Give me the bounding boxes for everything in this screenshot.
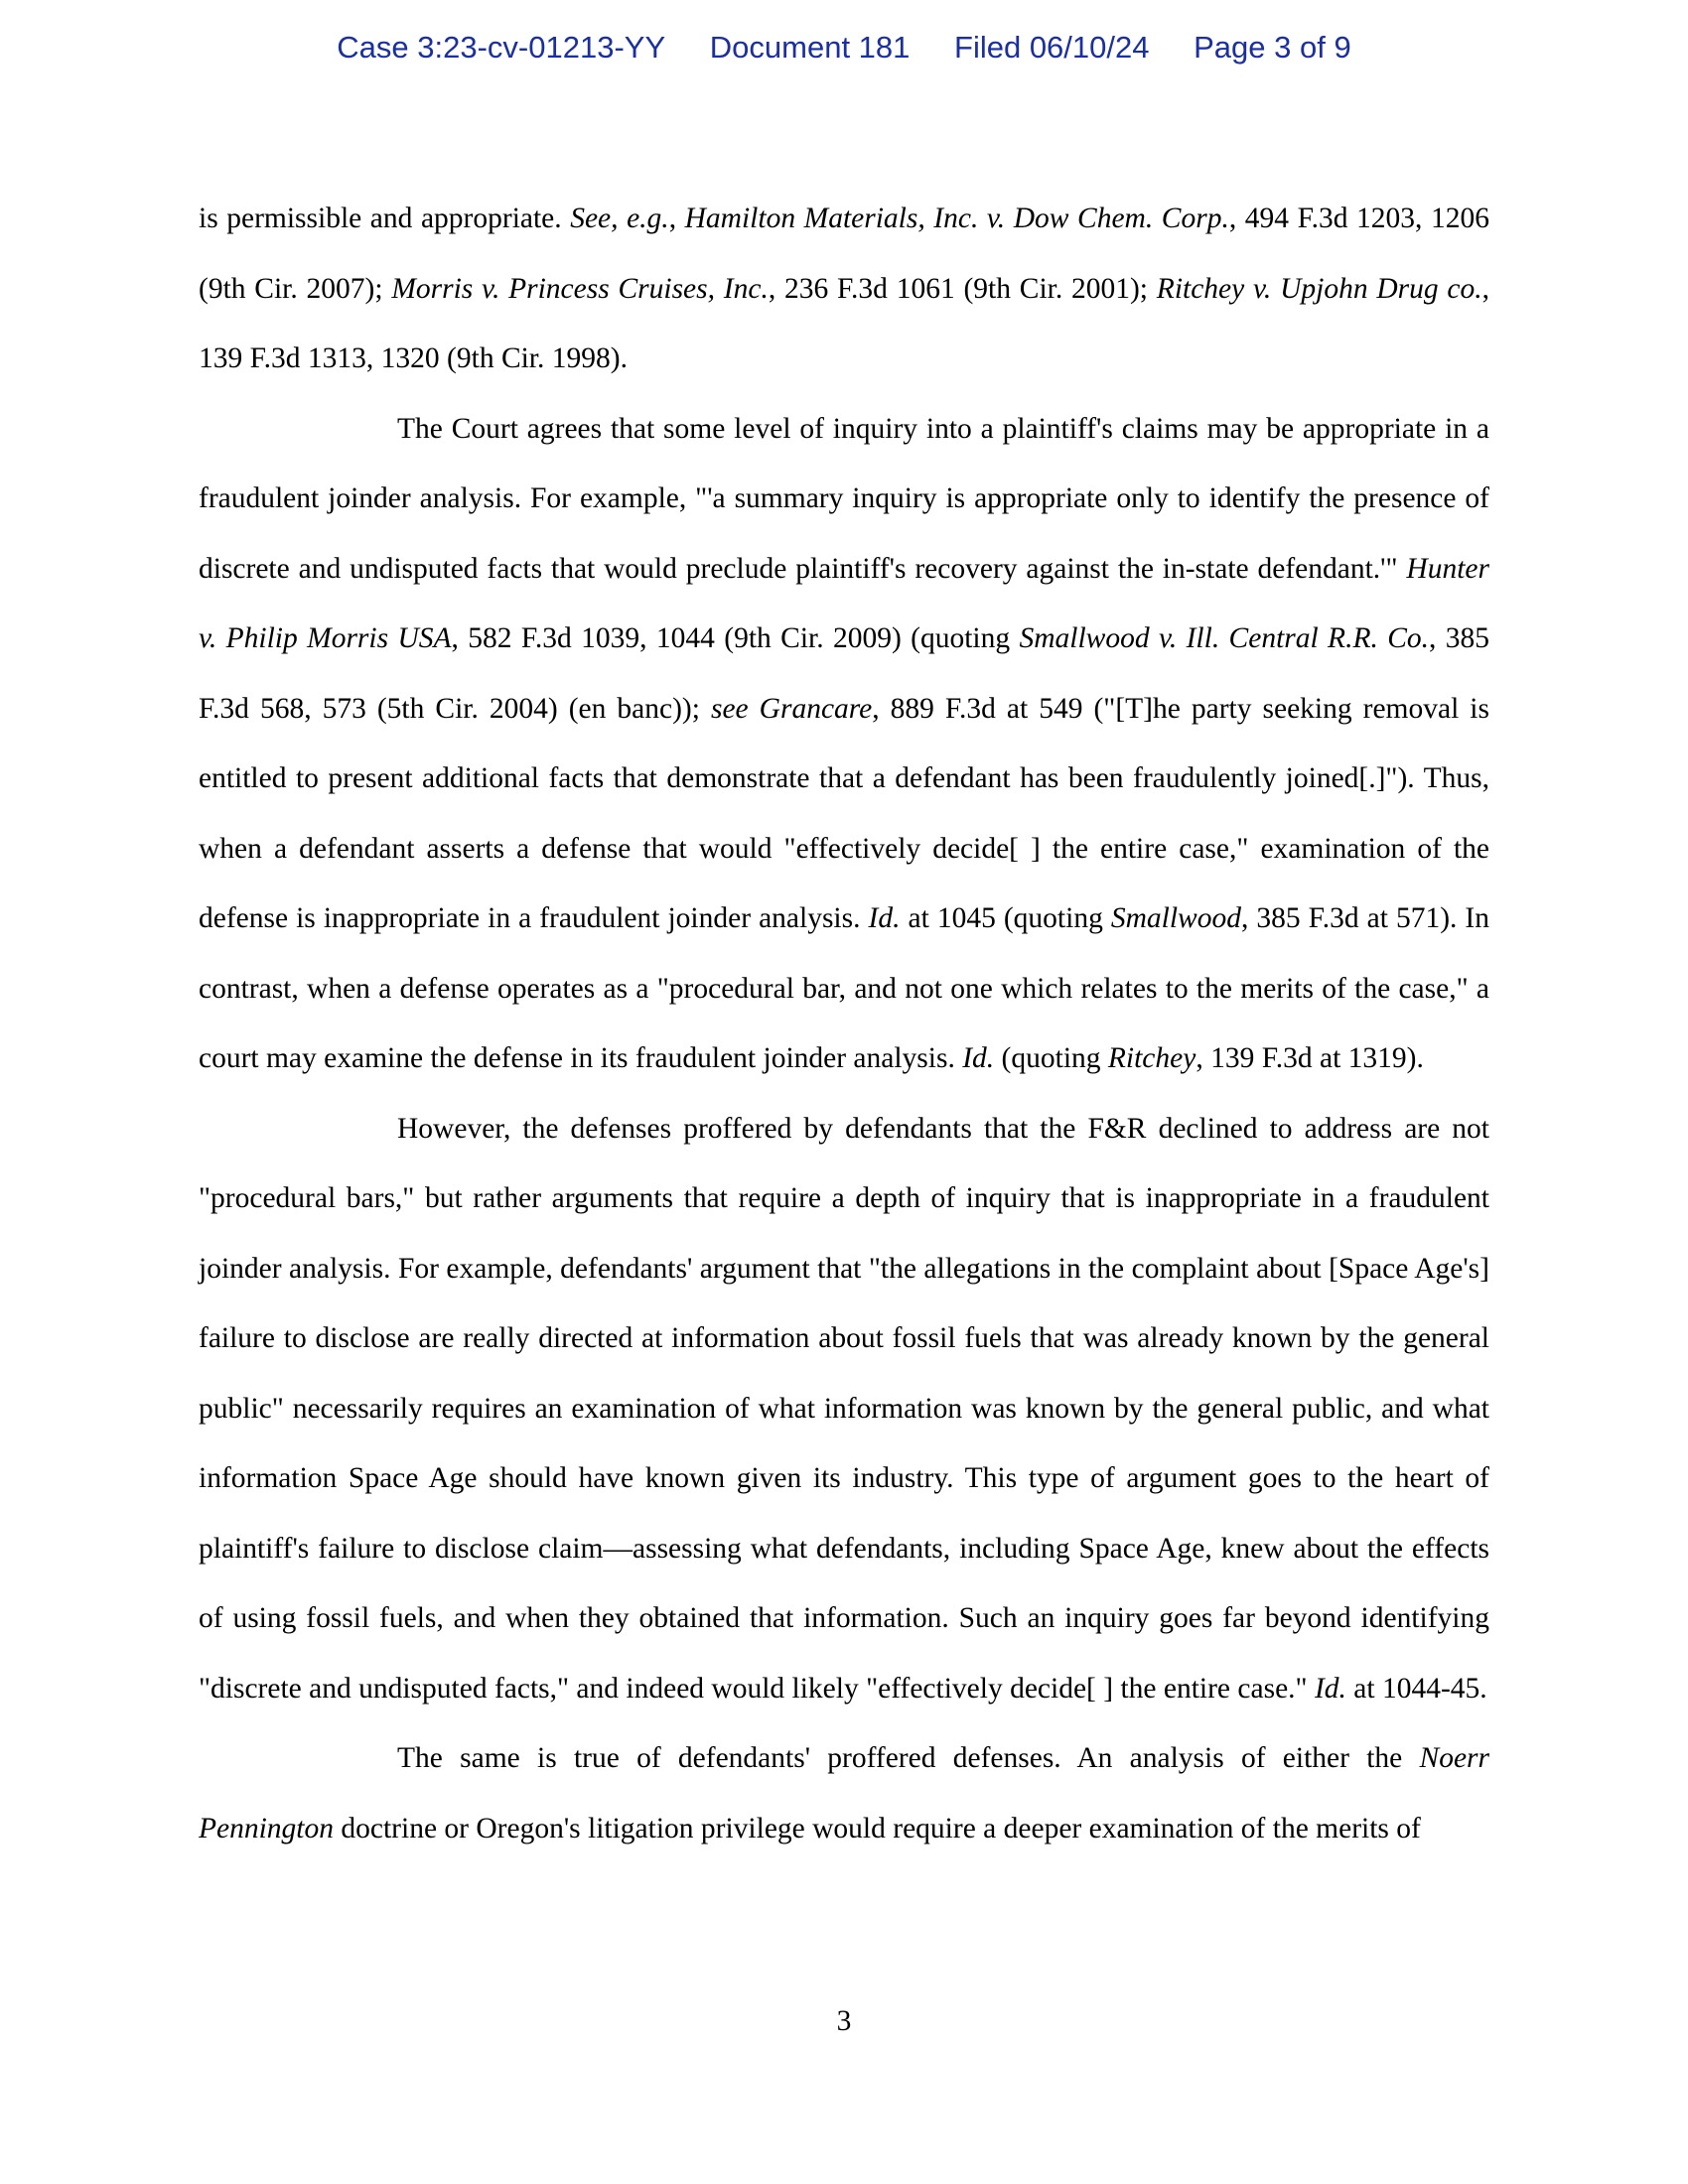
paragraph-text: , 494 F.3d 1203, 1206 (9th Cir. 2007);	[199, 203, 1489, 305]
paragraph-4	[199, 1723, 1489, 1863]
paragraph-2	[199, 394, 1489, 1094]
citation-text: Hamilton Materials, Inc. v. Dow Chem. Corp.	[684, 203, 1229, 234]
citation-text: Ritchey	[1107, 1042, 1196, 1074]
paragraph-text: at 1044-45.	[1345, 1672, 1487, 1705]
paragraph-text: , 139 F.3d at 1319).	[1196, 1042, 1424, 1074]
document-body	[199, 184, 1489, 1863]
paragraph-text: doctrine or Oregon's litigation privilege would require a deeper examination of the merits of	[334, 1812, 1421, 1844]
paragraph-text: However, the defenses proffered by defendants that the F&R declined to address are not "procedural bars," but rather arguments that require a depth of inquiry that is inappropriate in a fraudulent joinder analysis. For example, defendants' argument that "the allegations in the complaint about [Space Age's] failure to disclose are really directed at information about fossil fuels that was already known by the general public" necessarily requires an examination of what information was known by the general public, and what information Space Age should have known given its industry. This type of argument goes to the heart of plaintiff's failure to disclose claim—assessing what defendants, including Space Age, knew about the effects of using fossil fuels, and when they obtained that information. Such an inquiry goes far beyond identifying "discrete and undisputed facts," and indeed would likely "effectively decide[ ] the entire case."	[199, 1112, 1489, 1705]
filed-date: Filed 06/10/24	[954, 30, 1150, 65]
citation-text: See, e.g.	[570, 203, 669, 234]
citation-text: see Grancare	[710, 692, 873, 725]
citation-text: Smallwood v. Ill. Central R.R. Co.	[1019, 622, 1430, 654]
paragraph-text: The same is true of defendants' proffered defenses. An analysis of either the	[397, 1742, 1420, 1774]
case-header	[0, 30, 1688, 66]
page-number: 3	[836, 2005, 852, 2037]
citation-text: Ritchey v. Upjohn Drug co.	[1156, 272, 1482, 305]
paragraph-text: The Court agrees that some level of inquiry into a plaintiff's claims may be appropriate in a fraudulent joinder analysis. For example, "'a summary inquiry is appropriate only to identify the presence of discrete and undisputed facts that would preclude plaintiff's recovery against the in-state defendant.'"	[199, 412, 1489, 585]
paragraph-text: is permissible and appropriate.	[199, 203, 571, 234]
citation-text: Hunter v. Philip Morris USA	[199, 552, 1489, 654]
paragraph-text: at 1045 (quoting	[900, 902, 1111, 934]
paragraph-text: (quoting	[994, 1042, 1108, 1074]
paragraph-3	[199, 1094, 1489, 1724]
citation-text: Id.	[1314, 1672, 1346, 1705]
paragraph-text: , 236 F.3d 1061 (9th Cir. 2001);	[768, 272, 1157, 305]
paragraph-text: , 385 F.3d at 571). In contrast, when a defense operates as a "procedural bar, and not one which relates to the merits of the case," a court may examine the defense in its fraudulent joinder analysis.	[199, 902, 1489, 1074]
paragraph-1	[199, 184, 1489, 394]
citation-text: Id.	[868, 902, 901, 934]
document-number: Document 181	[709, 30, 911, 65]
citation-text: Smallwood	[1110, 902, 1241, 934]
citation-text: Morris v. Princess Cruises, Inc.	[391, 272, 769, 305]
paragraph-text: , 385 F.3d 568, 573 (5th Cir. 2004) (en banc));	[199, 622, 1490, 725]
paragraph-text: , 582 F.3d 1039, 1044 (9th Cir. 2009) (quoting	[451, 622, 1020, 654]
citation-text: Noerr Pennington	[199, 1742, 1489, 1844]
paragraph-text: ,	[668, 203, 685, 234]
paragraph-text: , 889 F.3d at 549 ("[T]he party seeking removal is entitled to present additional facts that demonstrate that a defendant has been fraudulently joined[.]"). Thus, when a defendant asserts a defense that would "effectively decide[ ] the entire case," examination of the defense is inappropriate in a fraudulent joinder analysis.	[199, 692, 1489, 934]
citation-text: Id.	[962, 1042, 995, 1074]
case-number: Case 3:23-cv-01213-YY	[337, 30, 666, 65]
page-indicator: Page 3 of 9	[1194, 30, 1351, 65]
paragraph-text: , 139 F.3d 1313, 1320 (9th Cir. 1998).	[199, 272, 1489, 374]
